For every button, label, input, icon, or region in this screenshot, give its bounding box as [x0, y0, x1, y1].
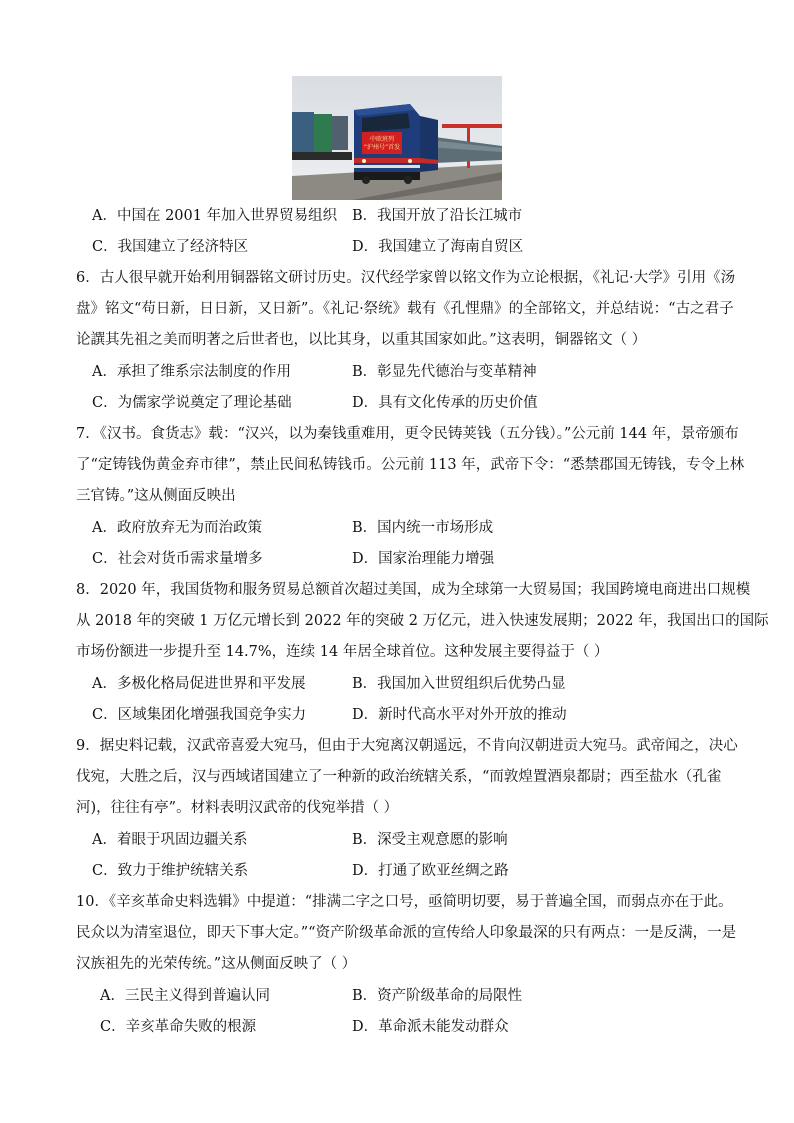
- q6-stem-line-3: 论譔其先祖之美而明著之后世者也，以比其身，以重其国家如此。”这表明，铜器铭文（ ）: [76, 332, 647, 348]
- q7-stem-line-3: 三官铸。”这从侧面反映出: [76, 488, 236, 504]
- q10-option-b: B．资产阶级革命的局限性: [352, 988, 523, 1004]
- q10-stem-line-2: 民众以为清室退位，即天下事大定。”“资产阶级革命派的宣传给人印象最深的只有两点：一是反满，一是: [76, 925, 737, 941]
- q9-option-d: D．打通了欧亚丝绸之路: [352, 863, 509, 879]
- q9-option-b: B．深受主观意愿的影响: [352, 832, 508, 848]
- banner-line-2: “沪州号”首发: [363, 144, 401, 151]
- q10-stem-line-3: 汉族祖先的光荣传统。”这从侧面反映了（ ）: [76, 956, 357, 972]
- q5-option-b: B．我国开放了沿长江城市: [352, 208, 523, 224]
- q10-option-d: D．革命派未能发动群众: [352, 1019, 509, 1035]
- banner-line-1: 中欧班列: [369, 136, 395, 143]
- q5-option-a: A．中国在 2001 年加入世界贸易组织: [92, 208, 338, 224]
- q6-stem-line-1: 6．古人很早就开始利用铜器铭文研讨历史。汉代经学家曾以铭文作为立论根据，《礼记·大学》引用《汤: [76, 270, 736, 286]
- q10-option-a: A．三民主义得到普遍认同: [100, 988, 270, 1004]
- q8-stem-line-1: 8．2020 年，我国货物和服务贸易总额首次超过美国，成为全球第一大贸易国；我国跨境电商进出口规模: [76, 582, 751, 598]
- q8-option-d: D．新时代高水平对外开放的推动: [352, 707, 567, 723]
- train-photo-icon: [292, 76, 502, 200]
- q10-option-c: C．辛亥革命失败的根源: [100, 1019, 257, 1035]
- q9-stem-line-2: 伐宛，大胜之后，汉与西域诸国建立了一种新的政治统辖关系，“而敦煌置酒泉都尉；西至盐水（孔雀: [76, 769, 722, 785]
- q6-option-a: A．承担了维系宗法制度的作用: [92, 364, 291, 380]
- q7-option-a: A．政府放弃无为而治政策: [92, 520, 262, 536]
- q7-option-d: D．国家治理能力增强: [352, 551, 495, 567]
- q9-stem-line-3: 河)，往往有亭”。材料表明汉武帝的伐宛举措（ ）: [76, 800, 399, 816]
- q7-option-b: B．国内统一市场形成: [352, 520, 494, 536]
- q8-option-a: A．多极化格局促进世界和平发展: [92, 676, 306, 692]
- q8-stem-line-2: 从 2018 年的突破 1 万亿元增长到 2022 年的突破 2 万亿元，进入快速发展期；2022 年，我国出口的国际: [76, 613, 769, 629]
- q8-stem-line-3: 市场份额进一步提升至 14.7%，连续 14 年居全球首位。这种发展主要得益于（ ）: [76, 644, 609, 660]
- q5-option-d: D．我国建立了海南自贸区: [352, 239, 524, 255]
- q9-option-a: A．着眼于巩固边疆关系: [92, 832, 248, 848]
- q6-option-d: D．具有文化传承的历史价值: [352, 395, 538, 411]
- q6-option-c: C．为儒家学说奠定了理论基础: [92, 395, 292, 411]
- q8-option-b: B．我国加入世贸组织后优势凸显: [352, 676, 566, 692]
- q10-stem-line-1: 10．《辛亥革命史料选辑》中提道：“排满二字之口号，亟简明切要，易于普遍全国，而弱点亦在于此。: [76, 894, 733, 910]
- q7-option-c: C．社会对货币需求量增多: [92, 551, 263, 567]
- train-photo: [292, 76, 502, 200]
- q6-stem-line-2: 盘》铭文“苟日新，日日新，又日新”。《礼记·祭统》载有《孔悝鼎》的全部铭文，并总结说：“古之君子: [76, 301, 734, 317]
- q7-stem-line-2: 了“定铸钱伪黄金弃市律”，禁止民间私铸钱币。公元前 113 年，武帝下令：“悉禁郡国无铸钱，专令上林: [76, 457, 745, 473]
- q7-stem-line-1: 7．《汉书。食货志》载：“汉兴，以为秦钱重难用，更令民铸荚钱（五分钱）。”公元前 144 年，景帝颁布: [76, 426, 739, 442]
- q9-stem-line-1: 9．据史料记载，汉武帝喜爱大宛马，但由于大宛离汉朝遥远，不肯向汉朝进贡大宛马。武帝闻之，决心: [76, 738, 738, 754]
- q9-option-c: C．致力于维护统辖关系: [92, 863, 249, 879]
- q6-option-b: B．彰显先代德治与变革精神: [352, 364, 537, 380]
- q5-option-c: C．我国建立了经济特区: [92, 239, 249, 255]
- q8-option-c: C．区域集团化增强我国竞争实力: [92, 707, 307, 723]
